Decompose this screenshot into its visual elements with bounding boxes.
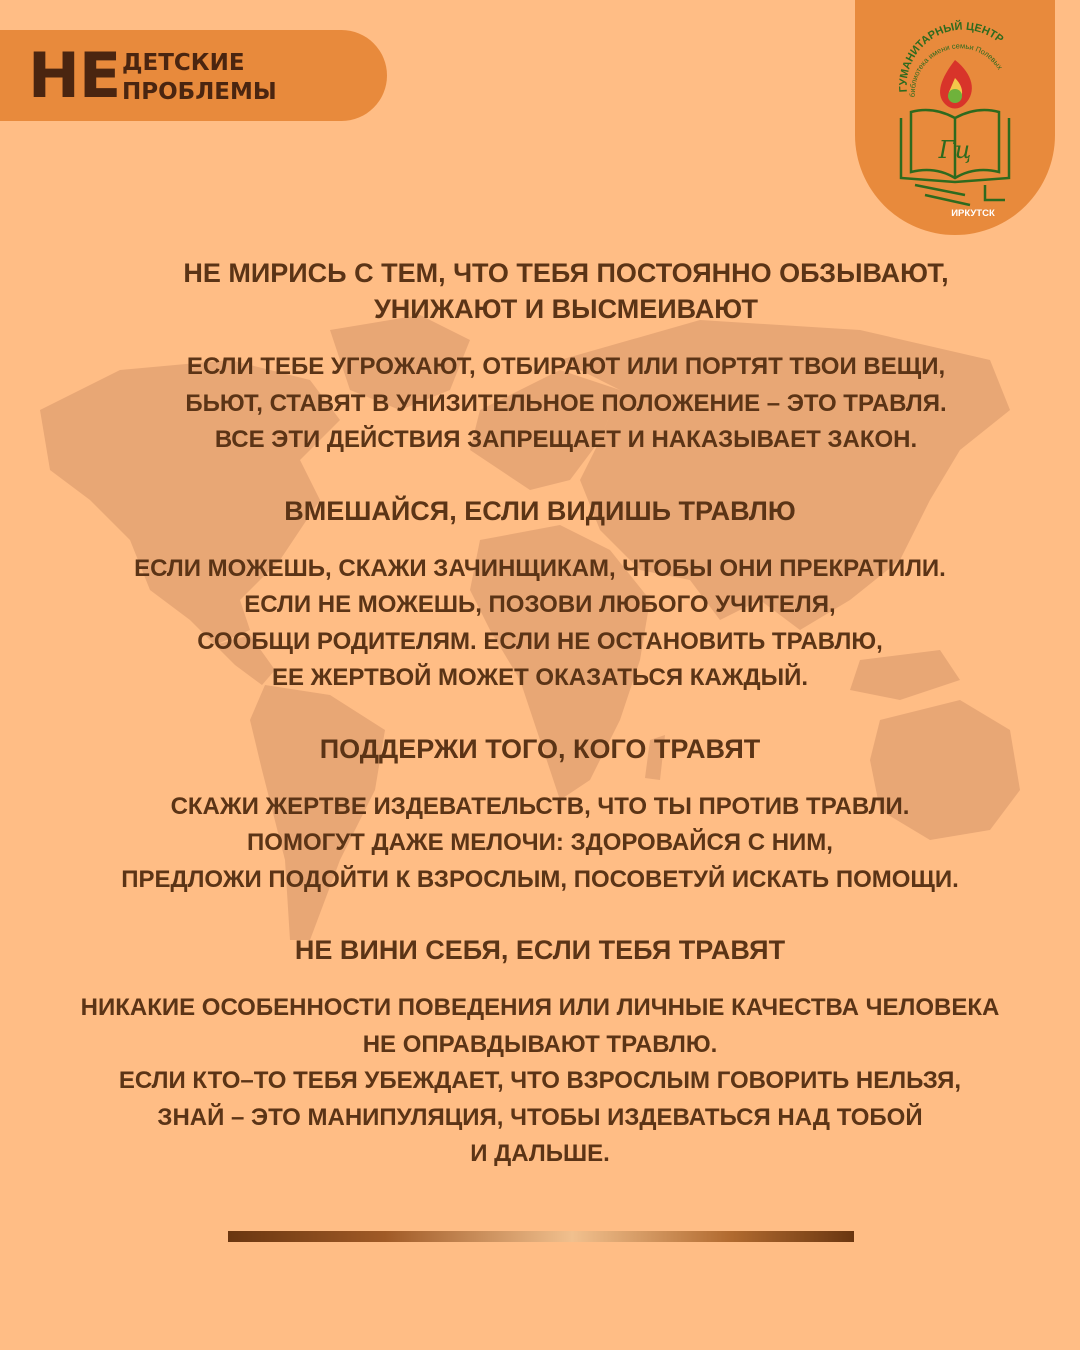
section-body-line: СООБЩИ РОДИТЕЛЯМ. ЕСЛИ НЕ ОСТАНОВИТЬ ТРАВЛЮ, (197, 627, 883, 655)
section-body-line: СКАЖИ ЖЕРТВЕ ИЗДЕВАТЕЛЬСТВ, ЧТО ТЫ ПРОТИВ ТРАВЛИ. (170, 792, 910, 820)
section-body-line: ЕСЛИ ТЕБЕ УГРОЖАЮТ, ОТБИРАЮТ ИЛИ ПОРТЯТ ТВОИ ВЕЩИ, (186, 353, 946, 380)
section-2 (0, 493, 1080, 697)
logo-arc-title: ГУМАНИТАРНЫЙ ЦЕНТР (897, 20, 1006, 93)
section-1 (0, 255, 1080, 459)
section-body-line: НИКАКИЕ ОСОБЕННОСТИ ПОВЕДЕНИЯ ИЛИ ЛИЧНЫЕ КАЧЕСТВА ЧЕЛОВЕКА (80, 994, 1000, 1021)
section-body-line: ВСЕ ЭТИ ДЕЙСТВИЯ ЗАПРЕЩАЕТ И НАКАЗЫВАЕТ ЗАКОН. (214, 426, 918, 453)
brand-line-1: ДЕТСКИЕ (122, 50, 245, 76)
section-body-line: ЕСЛИ НЕ МОЖЕШЬ, ПОЗОВИ ЛЮБОГО УЧИТЕЛЯ, (244, 591, 836, 618)
section-body-line: ПРЕДЛОЖИ ПОДОЙТИ К ВЗРОСЛЫМ, ПОСОВЕТУЙ ИСКАТЬ ПОМОЩИ. (121, 865, 959, 893)
section-3 (0, 731, 1080, 899)
section-body-line: И ДАЛЬШЕ. (470, 1140, 610, 1167)
brand-subtitle (122, 49, 277, 107)
section-heading-line: УНИЖАЮТ И ВЫСМЕИВАЮТ (374, 294, 758, 324)
flame-icon (940, 60, 972, 109)
main-content (0, 255, 1080, 1173)
section-heading-line: ВМЕШАЙСЯ, ЕСЛИ ВИДИШЬ ТРАВЛЮ (284, 495, 796, 526)
brand-title-pill (0, 30, 387, 121)
logo-monogram: Гц (938, 136, 972, 164)
brand-line-2: ПРОБЛЕМЫ (122, 79, 277, 105)
bottom-divider (228, 1231, 854, 1242)
section-heading-line: НЕ МИРИСЬ С ТЕМ, ЧТО ТЕБЯ ПОСТОЯННО ОБЗЫВАЮТ, (183, 258, 949, 288)
brand-ne: НЕ (28, 39, 121, 112)
section-4 (0, 932, 1080, 1173)
section-body-line: ЕЕ ЖЕРТВОЙ МОЖЕТ ОКАЗАТЬСЯ КАЖДЫЙ. (272, 664, 808, 691)
humanitarian-center-logo (855, 0, 1055, 235)
section-heading-line: НЕ ВИНИ СЕБЯ, ЕСЛИ ТЕБЯ ТРАВЯТ (294, 935, 786, 965)
section-body-line: ПОМОГУТ ДАЖЕ МЕЛОЧИ: ЗДОРОВАЙСЯ С НИМ, (247, 829, 833, 856)
section-body-line: БЬЮТ, СТАВЯТ В УНИЗИТЕЛЬНОЕ ПОЛОЖЕНИЕ – ЭТО ТРАВЛЯ. (185, 389, 947, 417)
logo-tab (855, 0, 1055, 235)
section-body-line: ЕСЛИ МОЖЕШЬ, СКАЖИ ЗАЧИНЩИКАМ, ЧТОБЫ ОНИ ПРЕКРАТИЛИ. (134, 554, 946, 582)
section-body-line: ЕСЛИ КТО–ТО ТЕБЯ УБЕЖДАЕТ, ЧТО ВЗРОСЛЫМ ГОВОРИТЬ НЕЛЬЗЯ, (118, 1067, 962, 1094)
logo-arc-subtitle: библиотека имени семьи Полевых (907, 41, 1005, 98)
section-body-line: НЕ ОПРАВДЫВАЮТ ТРАВЛЮ. (362, 1030, 718, 1058)
logo-city: ИРКУТСК (951, 208, 995, 219)
section-heading-line: ПОДДЕРЖИ ТОГО, КОГО ТРАВЯТ (319, 733, 761, 764)
section-body-line: ЗНАЙ – ЭТО МАНИПУЛЯЦИЯ, ЧТОБЫ ИЗДЕВАТЬСЯ НАД ТОБОЙ (157, 1103, 923, 1131)
